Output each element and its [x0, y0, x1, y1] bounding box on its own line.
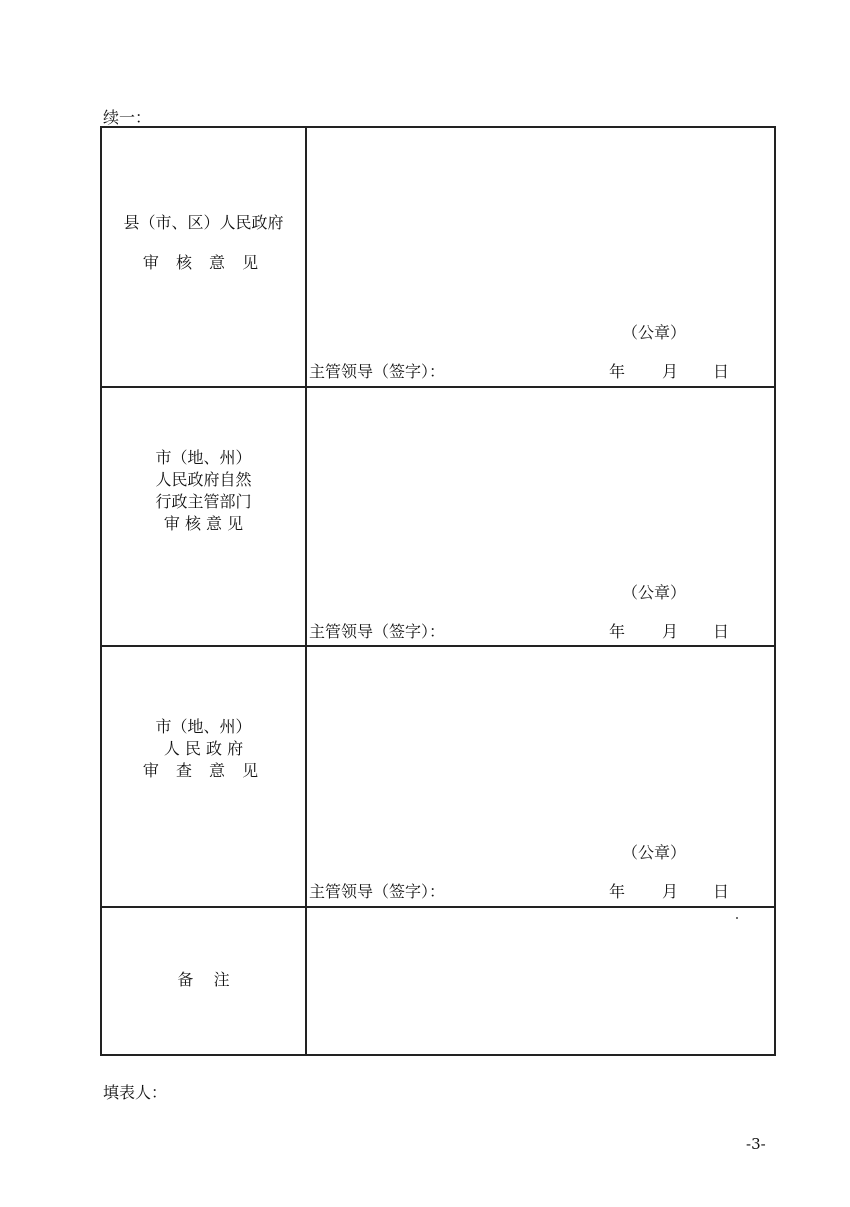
month-label: 月 — [662, 882, 679, 901]
month-label: 月 — [662, 362, 679, 381]
remarks-label: 备 注 — [177, 970, 230, 989]
label-line: 市（地、州） — [155, 447, 252, 467]
label-line: 行政主管部门 — [155, 491, 252, 511]
scan-speck — [736, 917, 738, 919]
signer-label: 主管领导（签字）： — [309, 882, 446, 901]
month-label: 月 — [662, 622, 679, 641]
city-natural-resources-review-row — [102, 388, 774, 645]
signer-label: 主管领导（签字）： — [309, 622, 446, 641]
city-government-review-row — [102, 647, 774, 906]
year-label: 年 — [609, 362, 626, 381]
city-natural-resources-review-label — [102, 388, 305, 645]
label-line: 人民政府自然 — [155, 469, 252, 489]
label-line: 人 民 政 府 — [163, 738, 244, 758]
official-seal-label: （公章） — [622, 323, 687, 342]
label-line: 审 核 意 见 — [142, 253, 265, 272]
label-line: 审 核 意 见 — [163, 513, 244, 533]
label-line: 审 查 意 见 — [142, 760, 265, 780]
county-government-review-row — [102, 128, 774, 386]
year-label: 年 — [609, 882, 626, 901]
city-government-review-label — [102, 647, 305, 906]
remarks-row — [102, 908, 774, 1054]
remarks-label-cell — [102, 908, 305, 1054]
official-seal-label: （公章） — [622, 843, 687, 862]
day-label: 日 — [713, 362, 730, 381]
continued-label: 续一： — [103, 108, 152, 127]
label-line: 县（市、区）人民政府 — [123, 213, 284, 232]
form-filler-label: 填表人： — [103, 1083, 168, 1102]
day-label: 日 — [713, 882, 730, 901]
official-seal-label: （公章） — [622, 583, 687, 602]
day-label: 日 — [713, 622, 730, 641]
year-label: 年 — [609, 622, 626, 641]
label-line: 市（地、州） — [155, 716, 252, 736]
review-form-table — [100, 126, 776, 1056]
signer-label: 主管领导（签字）： — [309, 362, 446, 381]
county-government-review-label — [102, 128, 305, 386]
page-number: -3- — [746, 1135, 766, 1153]
